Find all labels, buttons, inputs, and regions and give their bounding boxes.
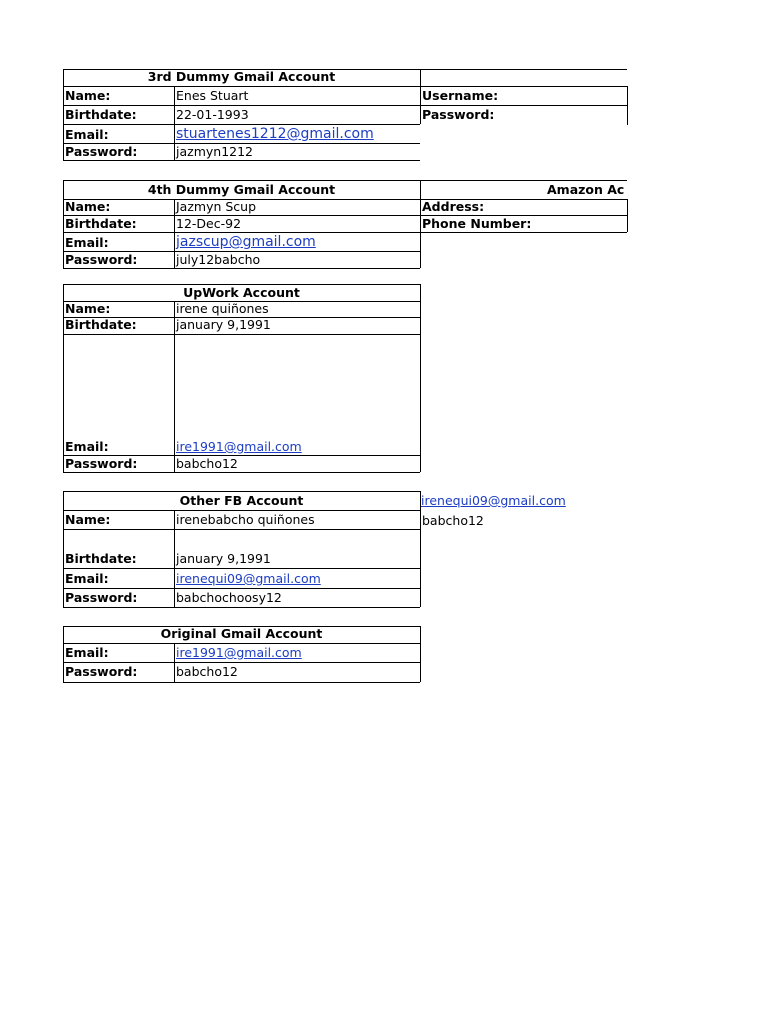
email-link[interactable]: ire1991@gmail.com [176,645,302,660]
email-link[interactable]: stuartenes1212@gmail.com [176,126,374,142]
section-title: Other FB Account [179,493,304,508]
section-title: 3rd Dummy Gmail Account [147,69,336,84]
password-value: jazmyn1212 [176,144,254,159]
password-label: Password: [65,456,138,471]
address-label: Address: [422,199,485,214]
birthdate-value: january 9,1991 [176,551,271,566]
birthdate-value: 22-01-1993 [176,107,249,122]
name-value: Jazmyn Scup [176,199,257,214]
birthdate-label: Birthdate: [65,107,137,122]
phone-number-label: Phone Number: [422,216,532,231]
email-label: Email: [65,439,109,454]
username-label: Username: [422,88,499,103]
birthdate-value: january 9,1991 [176,317,271,332]
email-label: Email: [65,645,109,660]
email-link[interactable]: ire1991@gmail.com [176,439,302,454]
email-label: Email: [65,571,109,586]
name-value: irene quiñones [176,301,269,316]
side-email-link[interactable]: irenequi09@gmail.com [421,493,566,508]
name-value: Enes Stuart [176,88,249,103]
name-label: Name: [65,199,111,214]
password-label: Password: [65,144,138,159]
section-title: 4th Dummy Gmail Account [147,182,336,197]
birthdate-label: Birthdate: [65,317,137,332]
section-title: Original Gmail Account [160,626,323,641]
side-password-value: babcho12 [422,513,484,528]
name-label: Name: [65,88,111,103]
name-value: irenebabcho quiñones [176,512,315,527]
name-label: Name: [65,301,111,316]
password-value: babchochoosy12 [176,590,282,605]
password-value: babcho12 [176,456,238,471]
amazon-title: Amazon Ac [547,182,625,197]
section-title: UpWork Account [183,285,300,300]
email-label: Email: [65,127,109,142]
birthdate-label: Birthdate: [65,551,137,566]
name-label: Name: [65,512,111,527]
email-link[interactable]: jazscup@gmail.com [176,234,316,250]
birthdate-label: Birthdate: [65,216,137,231]
email-label: Email: [65,235,109,250]
password-value: babcho12 [176,664,238,679]
birthdate-value: 12-Dec-92 [176,216,242,231]
password-value: july12babcho [176,252,261,267]
email-link[interactable]: irenequi09@gmail.com [176,571,321,586]
password-label: Password: [65,590,138,605]
password-label-side: Password: [422,107,495,122]
password-label: Password: [65,664,138,679]
password-label: Password: [65,252,138,267]
